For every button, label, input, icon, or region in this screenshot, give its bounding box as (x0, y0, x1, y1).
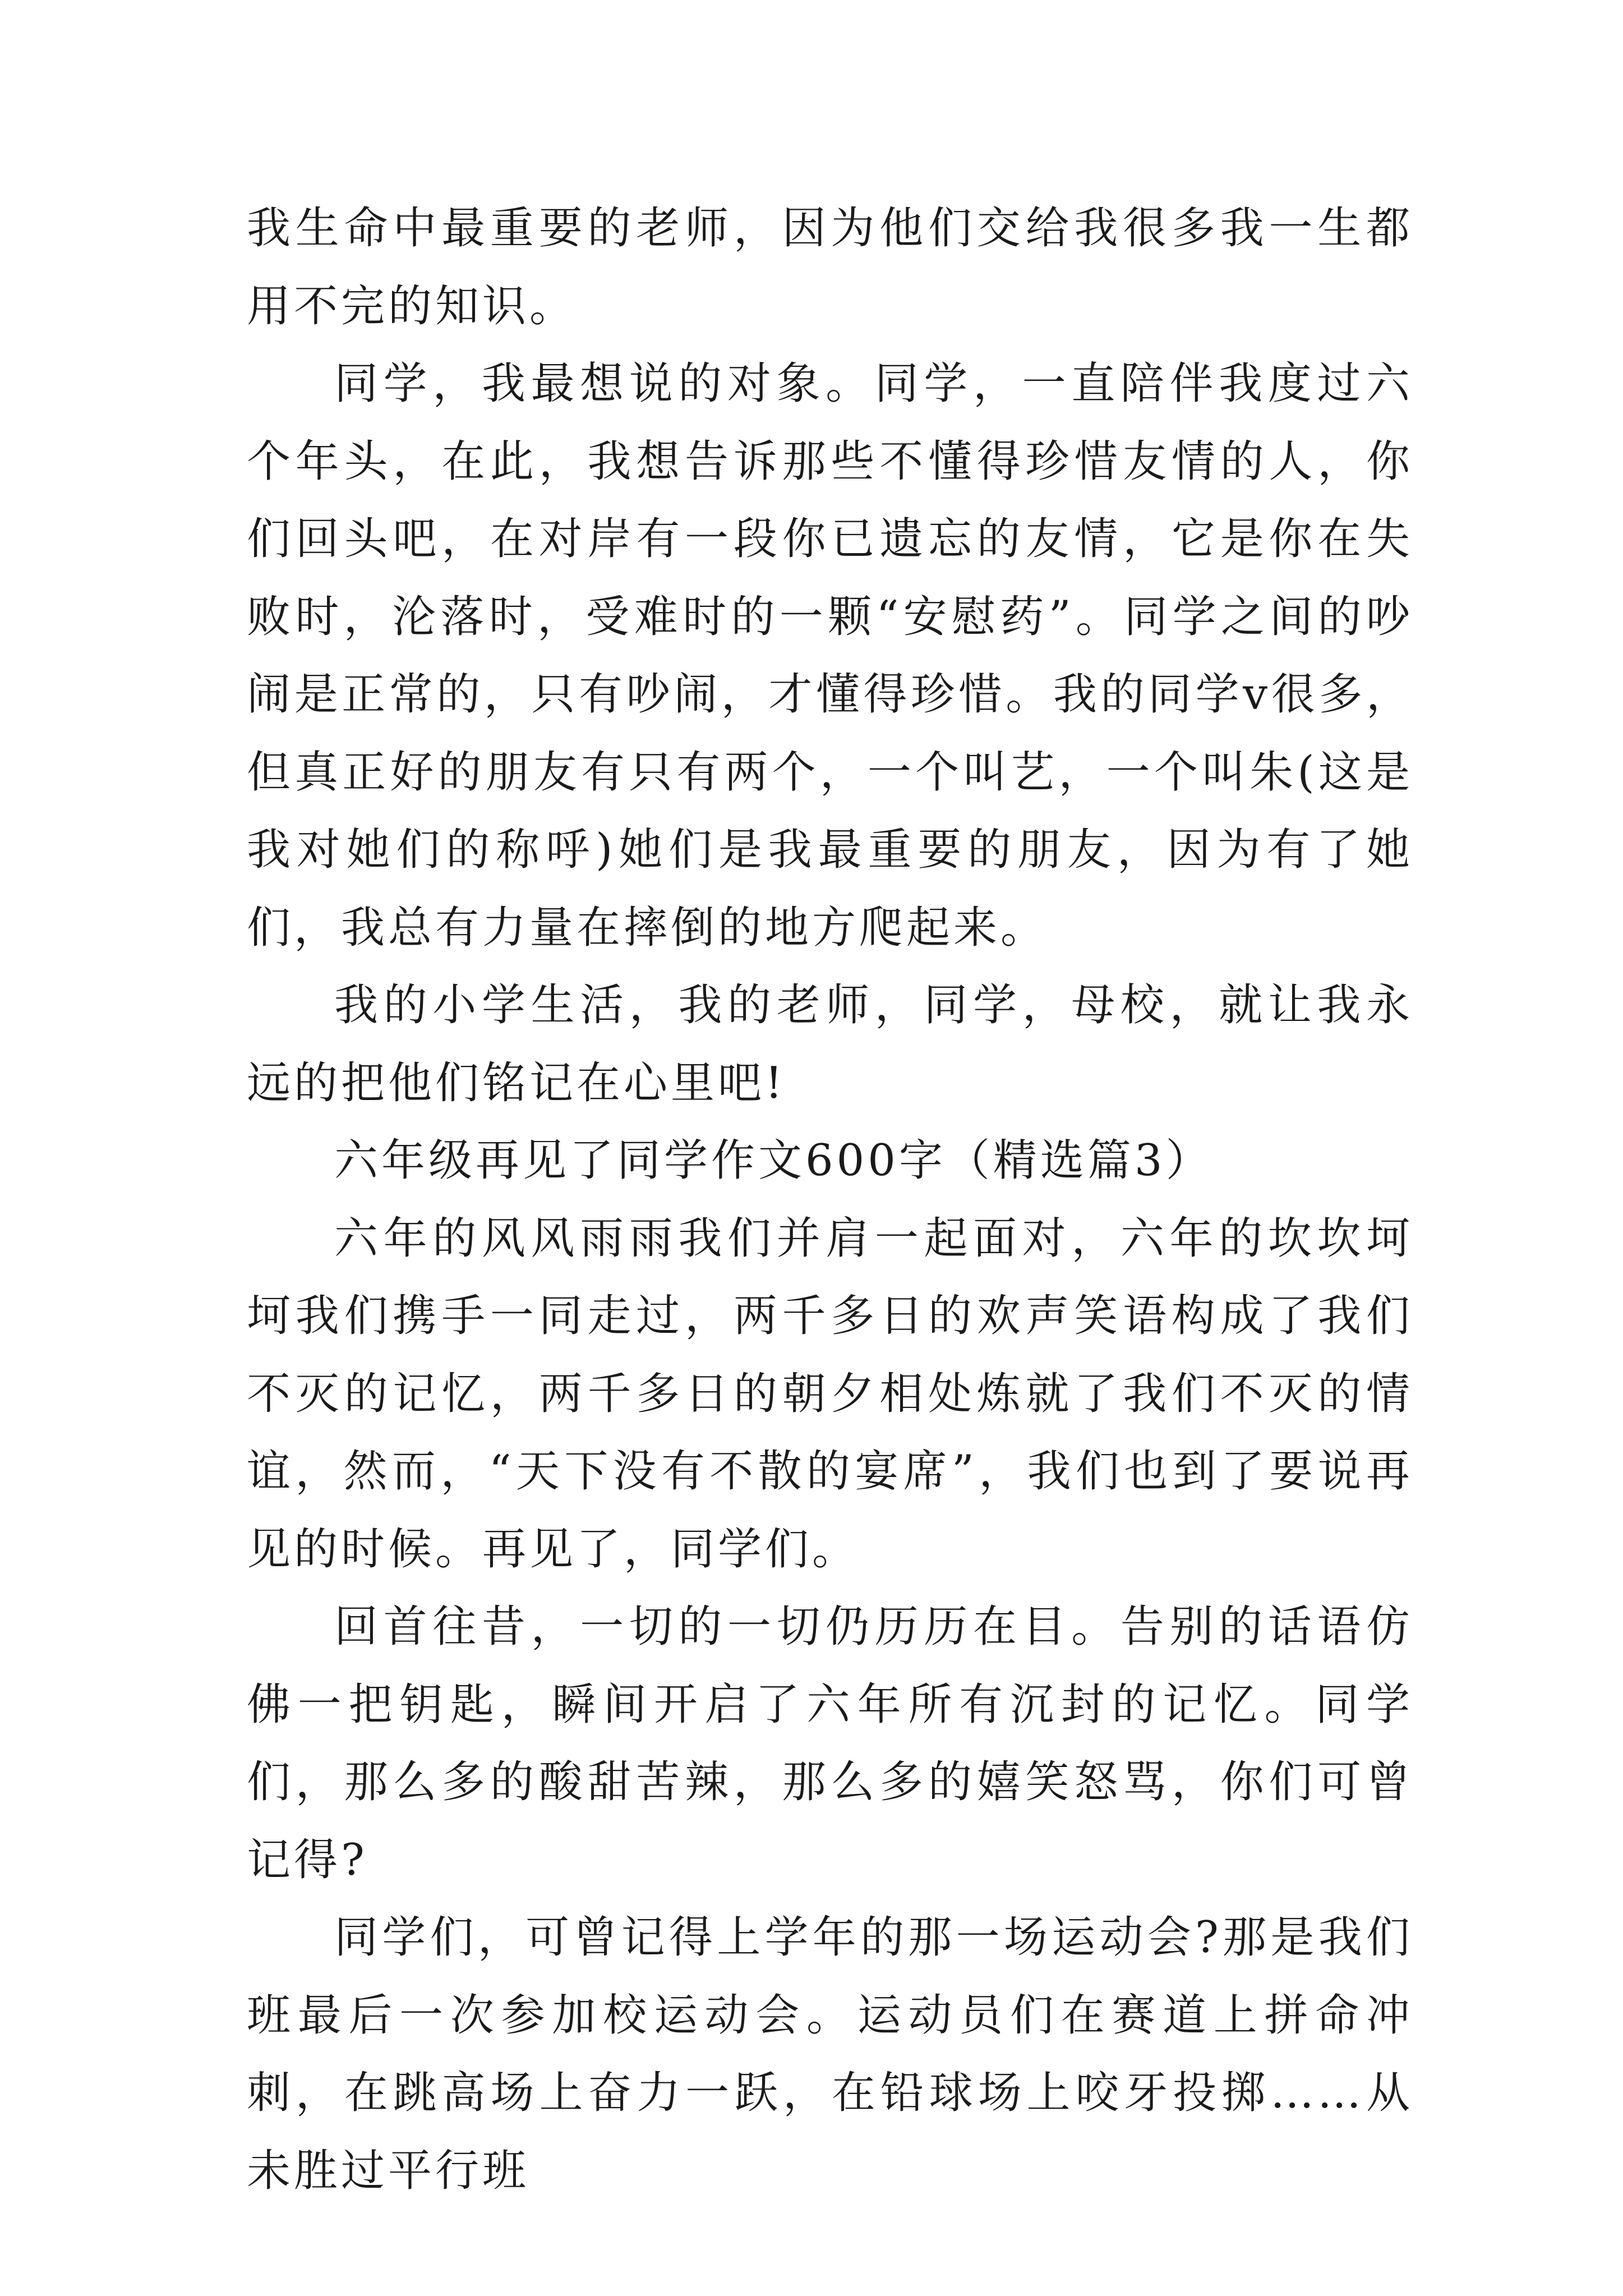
paragraph-sports-meet: 同学们，可曾记得上学年的那一场运动会?那是我们班最后一次参加校运动会。运动员们在赛道上拼命冲刺，在跳高场上奋力一跃，在铅球场上咬牙投掷……从未胜过平行班 (247, 1912, 1413, 2196)
paragraph-farewell-school: 我的小学生活，我的老师，同学，母校，就让我永远的把他们铭记在心里吧! (247, 980, 1413, 1108)
essay-heading: 六年级再见了同学作文600字（精选篇3） (334, 1135, 1213, 1186)
paragraph-classmates: 同学，我最想说的对象。同学，一直陪伴我度过六个年头，在此，我想告诉那些不懂得珍惜友情的人，你们回头吧，在对岸有一段你已遗忘的友情，它是你在失败时，沦落时，受难时的一颗“安慰药”。同学之间的吵闹是正常的，只有吵闹，才懂得珍惜。我的同学v很多，但真正好的朋友有只有两个，一个叫艺，一个叫朱(这是我对她们的称呼)她们是我最重要的朋友，因为有了她们，我总有力量在摔倒的地方爬起来。 (247, 358, 1413, 953)
document-page (247, 190, 1413, 2210)
paragraph-continuation: 我生命中最重要的老师，因为他们交给我很多我一生都用不完的知识。 (247, 203, 1413, 332)
paragraph-six-years: 六年的风风雨雨我们并肩一起面对，六年的坎坎坷坷我们携手一同走过，两千多日的欢声笑语构成了我们不灭的记忆，两千多日的朝夕相处炼就了我们不灭的情谊，然而，“天下没有不散的宴席”，我们也到了要说再见的时候。再见了，同学们。 (247, 1213, 1413, 1575)
paragraph-memories: 回首往昔，一切的一切仍历历在目。告别的话语仿佛一把钥匙，瞬间开启了六年所有沉封的记忆。同学们，那么多的酸甜苦辣，那么多的嬉笑怒骂，你们可曾记得? (247, 1602, 1413, 1885)
